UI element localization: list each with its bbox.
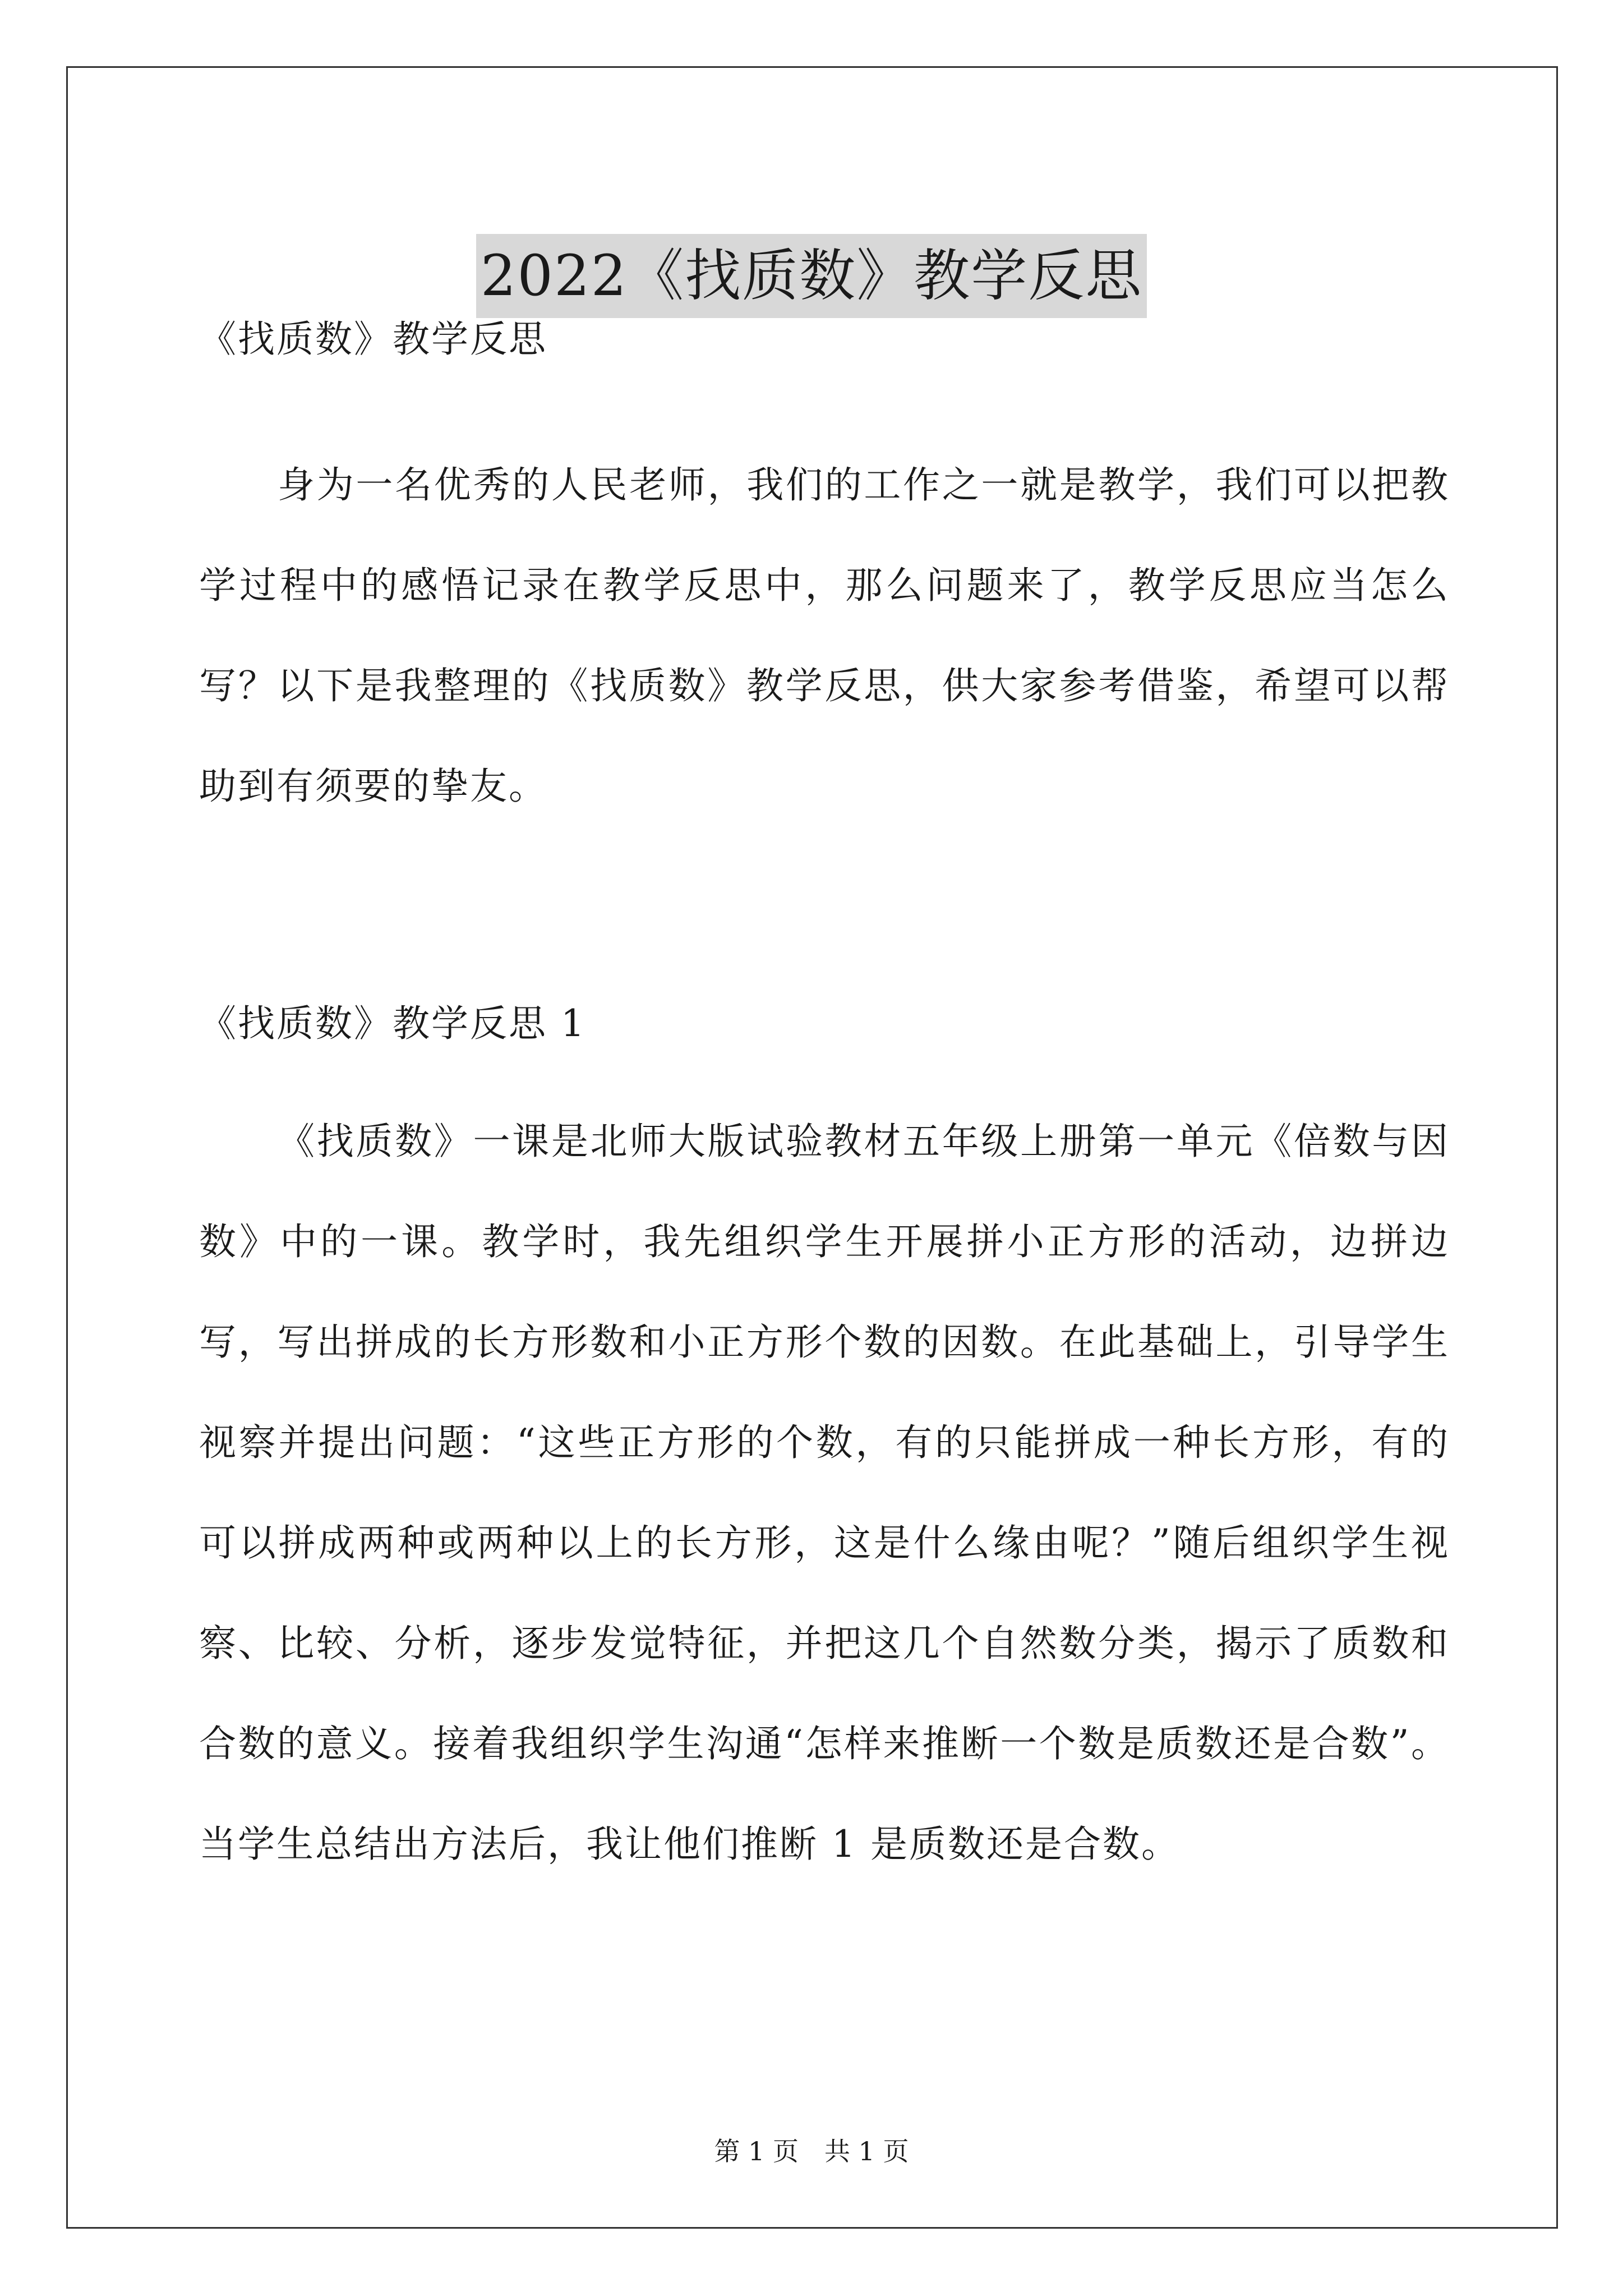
- document-title: 2022《找质数》教学反思: [476, 234, 1147, 318]
- section-heading: 《找质数》教学反思: [199, 318, 547, 361]
- subsection-heading: 《找质数》教学反思 1: [199, 1002, 586, 1045]
- body-paragraph: 《找质数》一课是北师大版试验教材五年级上册第一单元《倍数与因数》中的一课。教学时，我先组织学生开展拼小正方形的活动，边拼边写，写出拼成的长方形数和小正方形个数的因数。在此基础上，引导学生视察并提出问题：“这些正方形的个数，有的只能拼成一种长方形，有的可以拼成两种或两种以上的长方形，这是什么缘由呢？”随后组织学生视察、比较、分析，逐步发觉特征，并把这几个自然数分类，揭示了质数和合数的意义。接着我组织学生沟通“怎样来推断一个数是质数还是合数”。当学生总结出方法后，我让他们推断 1 是质数还是合数。: [199, 1120, 1450, 1866]
- page-footer: 第 1 页 共 1 页: [714, 2136, 909, 2166]
- intro-paragraph: 身为一名优秀的人民老师，我们的工作之一就是教学，我们可以把教学过程中的感悟记录在教学反思中，那么问题来了，教学反思应当怎么写？以下是我整理的《找质数》教学反思，供大家参考借鉴，希望可以帮助到有须要的挚友。: [199, 463, 1450, 808]
